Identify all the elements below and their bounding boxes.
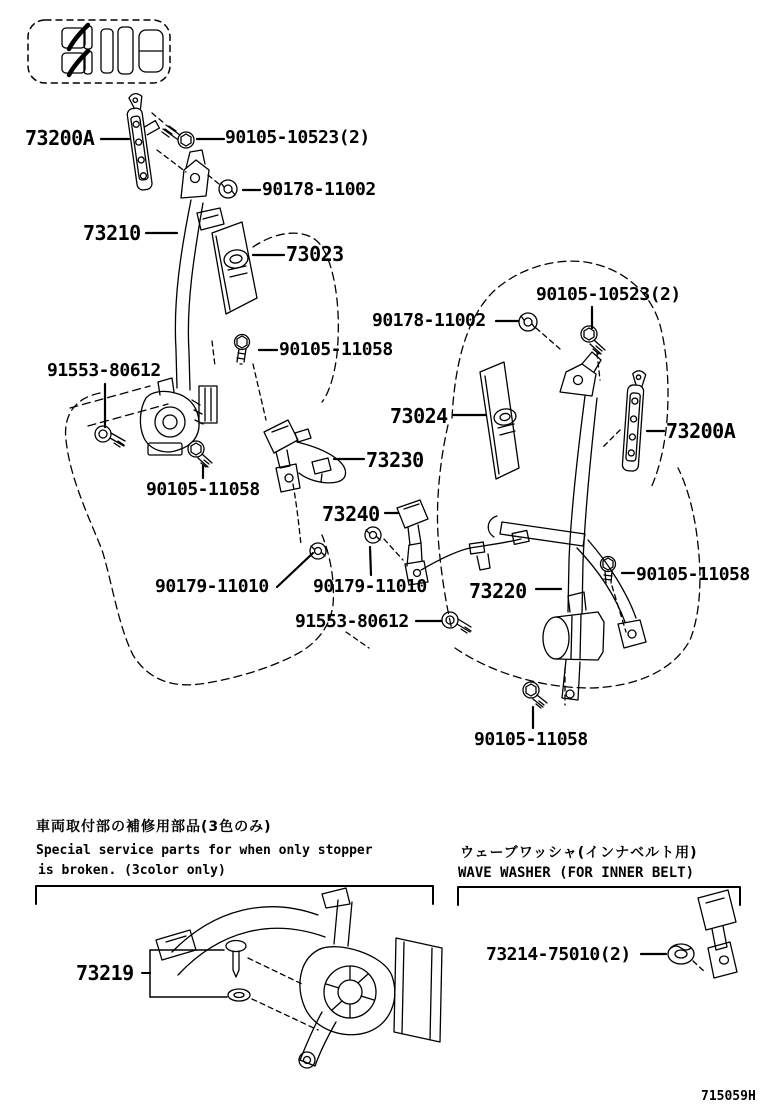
special-service-note-jp: 車両取付部の補修用部品(3色のみ): [36, 819, 272, 835]
part-label-73214: 73214-75010(2): [486, 944, 631, 965]
car-location-icon: [28, 20, 170, 83]
pillar-garnish-73023: [212, 222, 257, 314]
bolt-11058-bottom: [523, 682, 547, 708]
part-label-11058-lower: 90105-11058: [146, 479, 260, 500]
stopper-pin: [226, 941, 246, 978]
special-service-note-en1: Special service parts for when only stopper: [36, 843, 373, 858]
part-label-11058-bottom: 90105-11058: [474, 729, 588, 750]
diagram-code: 715059H: [701, 1089, 756, 1104]
bolt-11058-upper: [235, 335, 250, 365]
nut-11002-right: [519, 313, 537, 331]
part-label-91553-upper: 91553-80612: [47, 360, 161, 381]
part-label-73200a-right: 73200A: [666, 419, 736, 443]
part-label-73024: 73024: [390, 404, 448, 428]
inset1-dashes: [248, 958, 318, 1030]
screw-91553-lower: [442, 612, 471, 633]
belt-top-anchor-right: [560, 352, 601, 396]
retractor-right: [543, 592, 604, 700]
retractor-art-73219: [156, 888, 442, 1068]
bolt-10523-right: [581, 326, 605, 354]
part-label-73200a-left: 73200A: [25, 126, 95, 150]
part-label-10523-right: 90105-10523(2): [536, 284, 681, 305]
bolt-10523-left: [162, 125, 194, 148]
pillar-garnish-73024: [480, 362, 519, 479]
part-label-73219: 73219: [76, 961, 134, 985]
inset-bracket-left: [36, 886, 433, 904]
belt-webbing-73210: [175, 200, 224, 423]
inner-belt-buckle-art: [698, 890, 737, 978]
wave-washer-note-jp: ウェーブワッシャ(インナベルト用): [460, 845, 698, 861]
stopper-washer: [228, 989, 250, 1001]
part-label-11058-upper: 90105-11058: [279, 339, 393, 360]
buckle-73240: [397, 500, 529, 585]
retractor-left: [140, 378, 203, 455]
part-label-90179-left: 90179-11010: [155, 576, 269, 597]
part-label-11058-right: 90105-11058: [636, 564, 750, 585]
part-label-11002-left: 90178-11002: [262, 179, 376, 200]
part-label-10523-left: 90105-10523(2): [225, 127, 370, 148]
belt-top-anchor-left: [181, 150, 209, 198]
bolt-11058-lower: [188, 441, 212, 467]
inset2-dash: [693, 961, 706, 973]
part-label-90179-right: 90179-11010: [313, 576, 427, 597]
buckle-73230: [264, 420, 346, 492]
part-label-11002-right: 90178-11002: [372, 310, 486, 331]
belt-webbing-73220: [488, 396, 646, 648]
height-adjuster-left: [124, 91, 167, 191]
wave-washer-note-en: WAVE WASHER (FOR INNER BELT): [458, 865, 695, 881]
part-label-73023: 73023: [286, 242, 344, 266]
height-adjuster-right: [622, 370, 646, 471]
nut-90179-right: [365, 527, 381, 543]
right-belt-assembly: [480, 313, 646, 708]
part-label-73230: 73230: [366, 448, 424, 472]
inset-bracket-right: [458, 887, 740, 905]
nut-11002-left: [219, 180, 237, 198]
part-label-73220: 73220: [469, 579, 527, 603]
special-service-note-en2: is broken. (3color only): [38, 863, 226, 878]
nut-90179-left: [310, 543, 326, 559]
stopper-bracket-73219: [142, 950, 227, 997]
screw-91553-left: [95, 426, 125, 447]
part-label-73240: 73240: [322, 502, 380, 526]
wave-washer-part: [668, 944, 694, 964]
part-label-73210: 73210: [83, 221, 141, 245]
part-label-91553-lower: 91553-80612: [295, 611, 409, 632]
